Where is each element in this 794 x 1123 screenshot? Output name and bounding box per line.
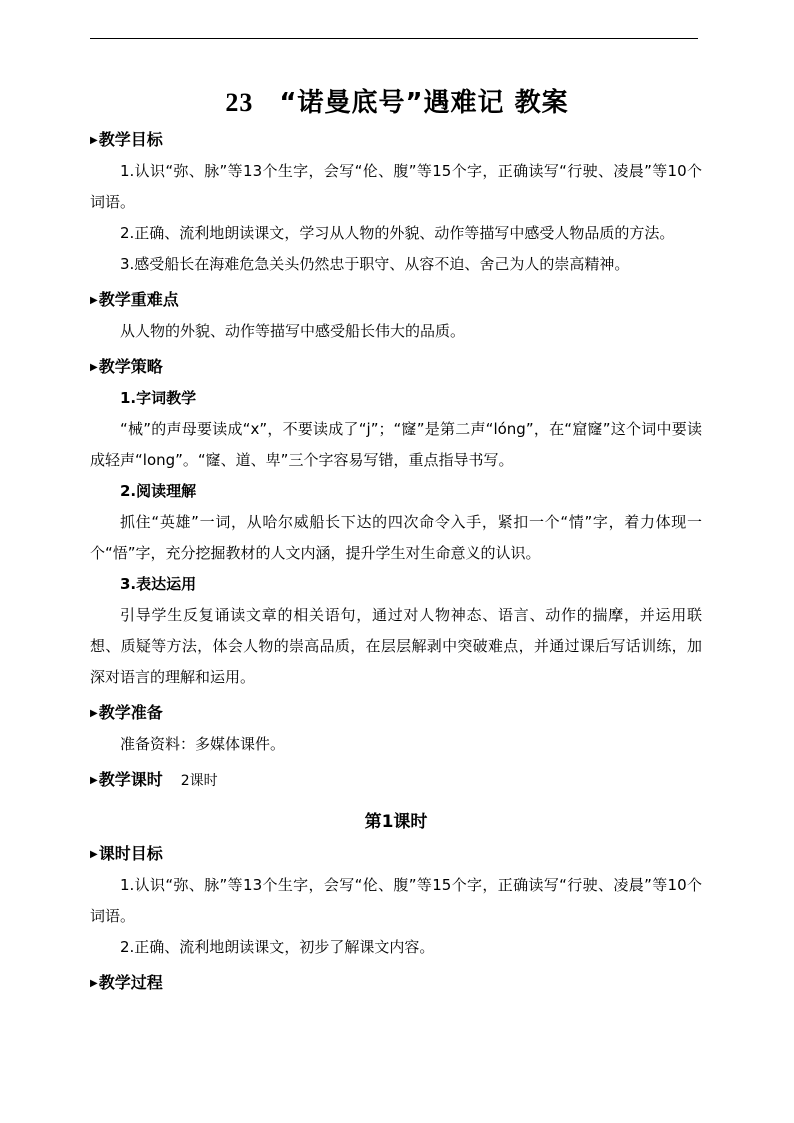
triangle-bullet-icon: ▶ [90,135,98,146]
triangle-bullet-icon: ▶ [90,978,98,989]
section-heading-hours: ▶教学课时 2课时 [90,768,702,793]
section-heading-objectives: ▶教学目标 [90,128,702,153]
triangle-bullet-icon: ▶ [90,362,98,373]
section-heading-strategy: ▶教学策略 [90,355,702,380]
section-heading-prep: ▶教学准备 [90,701,702,726]
strategy-text: “械”的声母要读成“x”，不要读成了“j”；“窿”是第二声“lóng”，在“窟窿”这个词中要读成轻声“long”。“窿、道、卑”三个字容易写错，重点指导书写。 [90,420,702,469]
section-heading-lesson-goals: ▶课时目标 [90,842,702,867]
strategy-subheading: 1.字词教学 [120,389,197,407]
lesson-goal-item: 2.正确、流利地朗读课文，初步了解课文内容。 [120,938,435,956]
document-body [90,120,702,999]
lesson-title: “诺曼底号”遇难记 教案 [279,88,569,118]
triangle-bullet-icon: ▶ [90,708,98,719]
page-title [0,82,794,119]
triangle-bullet-icon: ▶ [90,295,98,306]
objective-item: 3.感受船长在海难危急关头仍然忠于职守、从容不迫、舍己为人的崇高精神。 [120,255,630,273]
strategy-text: 引导学生反复诵读文章的相关语句，通过对人物神态、语言、动作的揣摩，并运用联想、质疑等方法，体会人物的崇高品质，在层层解剥中突破难点，并通过课后写话训练，加深对语言的理解和运用。 [90,606,702,686]
lesson-goal-item: 1.认识“弥、脉”等13个生字，会写“伦、腹”等15个字，正确读写“行驶、凌晨”等10个词语。 [90,876,702,925]
key-points-text: 从人物的外貌、动作等描写中感受船长伟大的品质。 [120,322,466,340]
strategy-subheading: 3.表达运用 [120,575,197,593]
lesson-number: 23 [225,88,254,117]
hours-value: 2课时 [180,773,218,789]
objective-item: 2.正确、流利地朗读课文，学习从人物的外貌、动作等描写中感受人物品质的方法。 [120,224,675,242]
triangle-bullet-icon: ▶ [90,849,98,860]
strategy-text: 抓住“英雄”一词，从哈尔威船长下达的四次命令入手，紧扣一个“情”字，着力体现一个“悟”字，充分挖掘教材的人文内涵，提升学生对生命意义的认识。 [90,513,702,562]
header-rule [90,38,698,39]
section-heading-process: ▶教学过程 [90,971,702,996]
prep-text: 准备资料：多媒体课件。 [120,735,286,753]
triangle-bullet-icon: ▶ [90,775,98,786]
section-heading-key-points: ▶教学重难点 [90,288,702,313]
strategy-subheading: 2.阅读理解 [120,482,197,500]
objective-item: 1.认识“弥、脉”等13个生字，会写“伦、腹”等15个字，正确读写“行驶、凌晨”等10个词语。 [90,162,702,211]
lesson1-title: 第1课时 [364,812,428,832]
